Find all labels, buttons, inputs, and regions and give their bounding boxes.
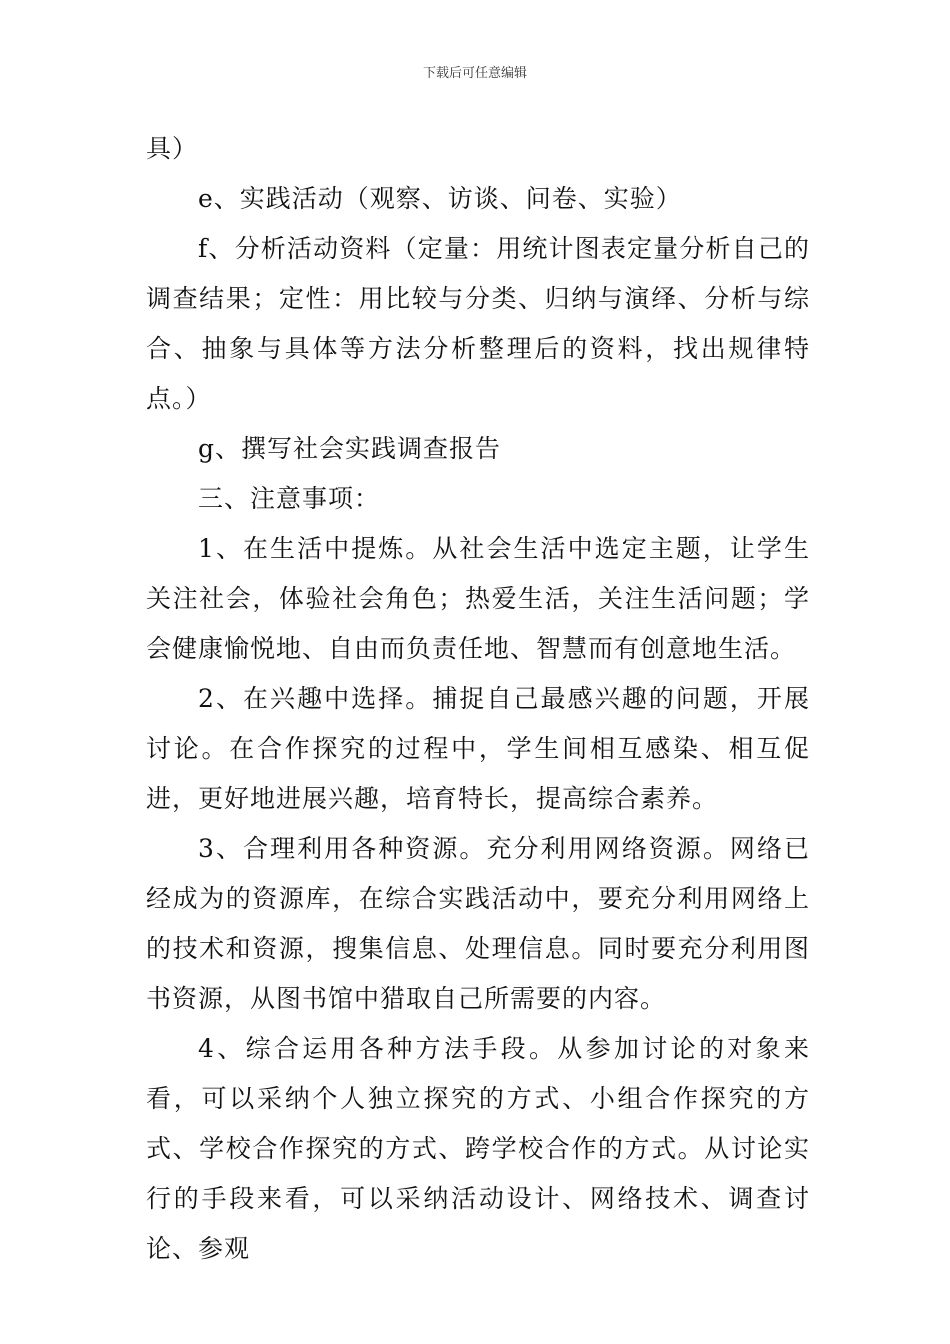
paragraph-6: 2、在兴趣中选择。捕捉自己最感兴趣的问题，开展讨论。在合作探究的过程中，学生间相互感染、相互促进，更好地进展兴趣，培育特长，提高综合素养。 [146, 684, 810, 813]
page-header: 下载后可任意编辑 [422, 66, 527, 81]
paragraph-4: g、撰写社会实践调查报告 [198, 434, 502, 463]
document-body [146, 124, 810, 1274]
paragraph-2: e、实践活动（观察、访谈、问卷、实验） [198, 184, 682, 213]
paragraph-8: 4、综合运用各种方法手段。从参加讨论的对象来看，可以采纳个人独立探究的方式、小组合作探究的方式、学校合作探究的方式、跨学校合作的方式。从讨论实行的手段来看，可以采纳活动设计、网络技术、调查讨论、参观 [146, 1034, 810, 1263]
paragraph-5: 1、在生活中提炼。从社会生活中选定主题，让学生关注社会，体验社会角色；热爱生活，关注生活问题；学会健康愉悦地、自由而负责任地、智慧而有创意地生活。 [146, 534, 810, 663]
paragraph-3: f、分析活动资料（定量：用统计图表定量分析自己的调查结果；定性：用比较与分类、归纳与演绎、分析与综合、抽象与具体等方法分析整理后的资料，找出规律特点。） [146, 234, 810, 413]
paragraph-1: 具） [146, 134, 199, 163]
section-heading: 三、注意事项： [198, 484, 381, 513]
paragraph-7: 3、合理利用各种资源。充分利用网络资源。网络已经成为的资源库，在综合实践活动中，要充分利用网络上的技术和资源，搜集信息、处理信息。同时要充分利用图书资源，从图书馆中猎取自己所需要的内容。 [146, 834, 810, 1013]
